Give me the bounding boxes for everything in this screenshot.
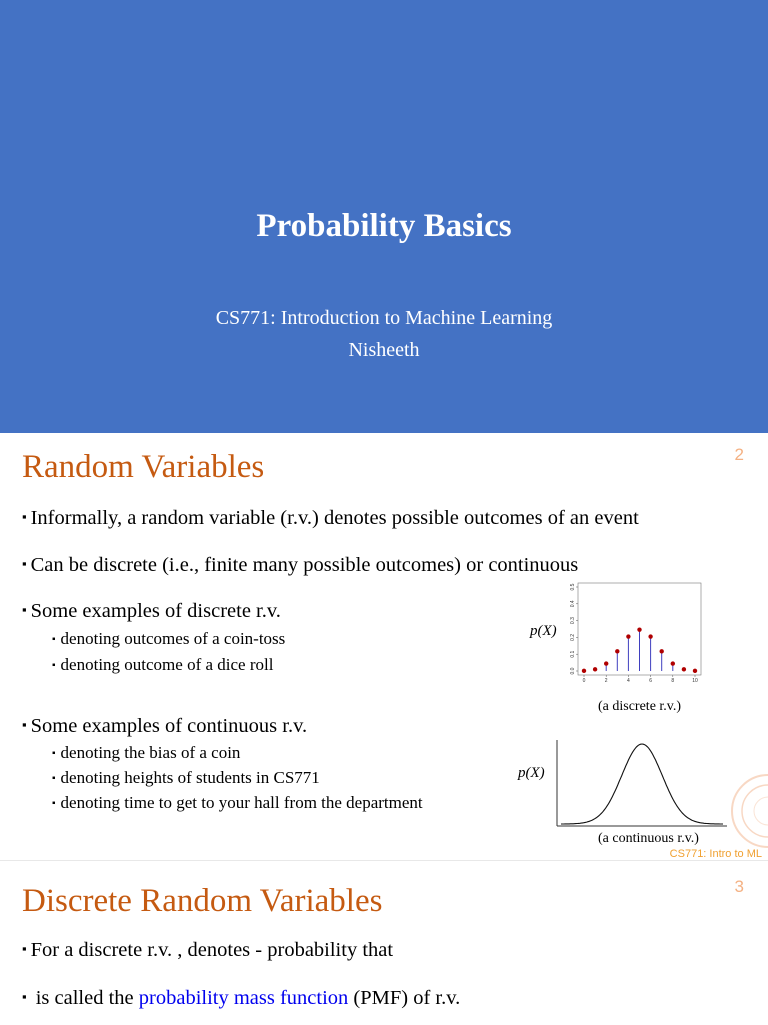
sub-bullet-dice-roll: ▪ denoting outcome of a dice roll (52, 655, 273, 675)
bullet-discrete-definition: ▪ For a discrete r.v. , denotes - probability that (22, 939, 393, 962)
pmf-text-suffix: (PMF) of r.v. (348, 987, 461, 1009)
y-tick-label: 0.5 (570, 583, 576, 591)
pmf-text-prefix: is called the (30, 987, 139, 1009)
slide-footer: CS771: Intro to ML (669, 848, 762, 860)
y-tick-label: 0.2 (570, 633, 576, 641)
slide-title: Probability Basics (256, 208, 512, 244)
sub-bullet-hall-time: ▪ denoting time to get to your hall from the department (52, 793, 423, 813)
y-tick-label: 0.1 (570, 650, 576, 658)
course-name: CS771: Introduction to Machine Learning (215, 307, 553, 329)
pmf-point (615, 649, 619, 653)
sub-bullet-coin-toss: ▪ denoting outcomes of a coin-toss (52, 629, 285, 649)
sub-bullet-student-heights: ▪ denoting heights of students in CS771 (52, 768, 320, 788)
slide-heading: Discrete Random Variables (22, 883, 383, 919)
x-tick-label: 6 (649, 678, 652, 684)
bullet-discrete-examples: ▪ Some examples of discrete r.v. (22, 600, 281, 623)
pmf-point (693, 669, 697, 673)
pmf-point (682, 667, 686, 671)
author-name: Nisheeth (348, 339, 420, 361)
bullet-continuous-examples: ▪ Some examples of continuous r.v. (22, 715, 307, 738)
title-slide (0, 0, 768, 433)
discrete-random-variables-slide (0, 860, 768, 1025)
pmf-point (637, 627, 641, 631)
watermark-seal-icon (728, 771, 768, 851)
discrete-plot-ylabel: p(X) (530, 623, 557, 639)
y-tick-label: 0.0 (570, 667, 576, 675)
pmf-point (648, 634, 652, 638)
x-tick-label: 8 (671, 678, 675, 684)
pmf-link[interactable]: probability mass function (138, 987, 349, 1009)
pmf-point (660, 649, 664, 653)
discrete-plot-caption: (a discrete r.v.) (598, 699, 682, 714)
random-variables-slide (0, 433, 768, 860)
x-tick-label: 2 (604, 678, 608, 684)
slide-heading: Random Variables (22, 449, 265, 485)
page-number: 2 (734, 445, 744, 464)
page-number: 3 (734, 877, 744, 896)
pmf-point (593, 667, 597, 671)
pmf-point (626, 634, 630, 638)
continuous-plot-ylabel: p(X) (518, 765, 545, 781)
pmf-point (604, 661, 608, 665)
bullet-informal-definition: ▪ Informally, a random variable (r.v.) denotes possible outcomes of an event (22, 507, 639, 530)
y-tick-label: 0.4 (570, 600, 576, 608)
continuous-plot-caption: (a continuous r.v.) (598, 831, 699, 846)
continuous-pdf-plot (555, 738, 730, 833)
x-tick-label: 4 (627, 678, 630, 684)
pmf-point (582, 669, 586, 673)
bullet-discrete-or-continuous: ▪ Can be discrete (i.e., finite many possible outcomes) or continuous (22, 554, 578, 577)
x-tick-label: 0 (582, 678, 586, 684)
y-tick-label: 0.3 (570, 617, 576, 625)
pmf-point (671, 661, 675, 665)
bullet-pmf-definition (22, 987, 460, 1010)
sub-bullet-coin-bias: ▪ denoting the bias of a coin (52, 743, 240, 763)
pdf-curve (561, 744, 723, 824)
discrete-pmf-plot (564, 579, 704, 689)
x-tick-label: 10 (692, 678, 698, 684)
